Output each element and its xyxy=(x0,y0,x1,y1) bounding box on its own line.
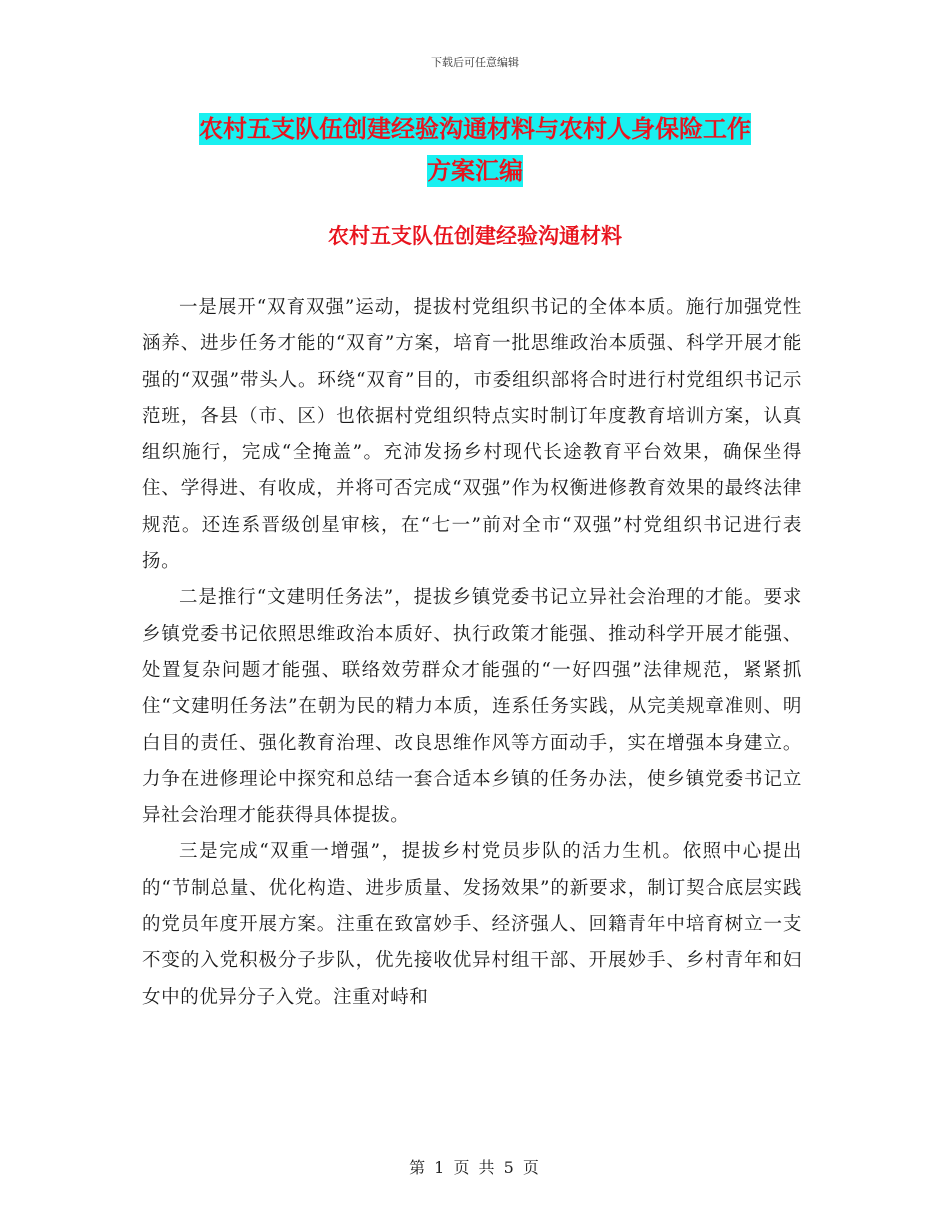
header-note: 下载后可任意编辑 xyxy=(431,56,519,69)
document-title xyxy=(150,108,800,192)
paragraph-1: 一是展开“双育双强”运动，提拔村党组织书记的全体本质。施行加强党性涵养、进步任务才能的“双育”方案，培育一批思维政治本质强、科学开展才能强的“双强”带头人。环绕“双育”目的，市委组织部将合时进行村党组织书记示范班，各县（市、区）也依据村党组织特点实时制订年度教育培训方案，认真组织施行，完成“全掩盖”。充沛发扬乡村现代长途教育平台效果，确保坐得住、学得进、有收成，并将可否完成“双强”作为权衡进修教育效果的最终法律规范。还连系晋级创星审核，在“七一”前对全市“双强”村党组织书记进行表扬。 xyxy=(142,297,802,573)
page-footer: 第 1 页 共 5 页 xyxy=(409,1158,541,1177)
document-title-line-2: 方案汇编 xyxy=(427,157,523,185)
section-title: 农村五支队伍创建经验沟通材料 xyxy=(328,224,622,248)
paragraph-3: 三是完成“双重一增强”，提拔乡村党员步队的活力生机。依照中心提出的“节制总量、优化构造、进步质量、发扬效果”的新要求，制订契合底层实践的党员年度开展方案。注重在致富妙手、经济强人、回籍青年中培育树立一支不变的入党积极分子步队，优先接收优异村组干部、开展妙手、乡村青年和妇女中的优异分子入党。注重对峙和 xyxy=(142,841,802,1008)
body-text xyxy=(142,290,802,1016)
paragraph-2: 二是推行“文建明任务法”，提拔乡镇党委书记立异社会治理的才能。要求乡镇党委书记依照思维政治本质好、执行政策才能强、推动科学开展才能强、处置复杂问题才能强、联络效劳群众才能强的“一好四强”法律规范，紧紧抓住“文建明任务法”在朝为民的精力本质，连系任务实践，从完美规章准则、明白目的责任、强化教育治理、改良思维作风等方面动手，实在增强本身建立。力争在进修理论中探究和总结一套合适本乡镇的任务办法，使乡镇党委书记立异社会治理才能获得具体提拔。 xyxy=(142,587,802,827)
document-title-line-1: 农村五支队伍创建经验沟通材料与农村人身保险工作 xyxy=(199,115,751,143)
